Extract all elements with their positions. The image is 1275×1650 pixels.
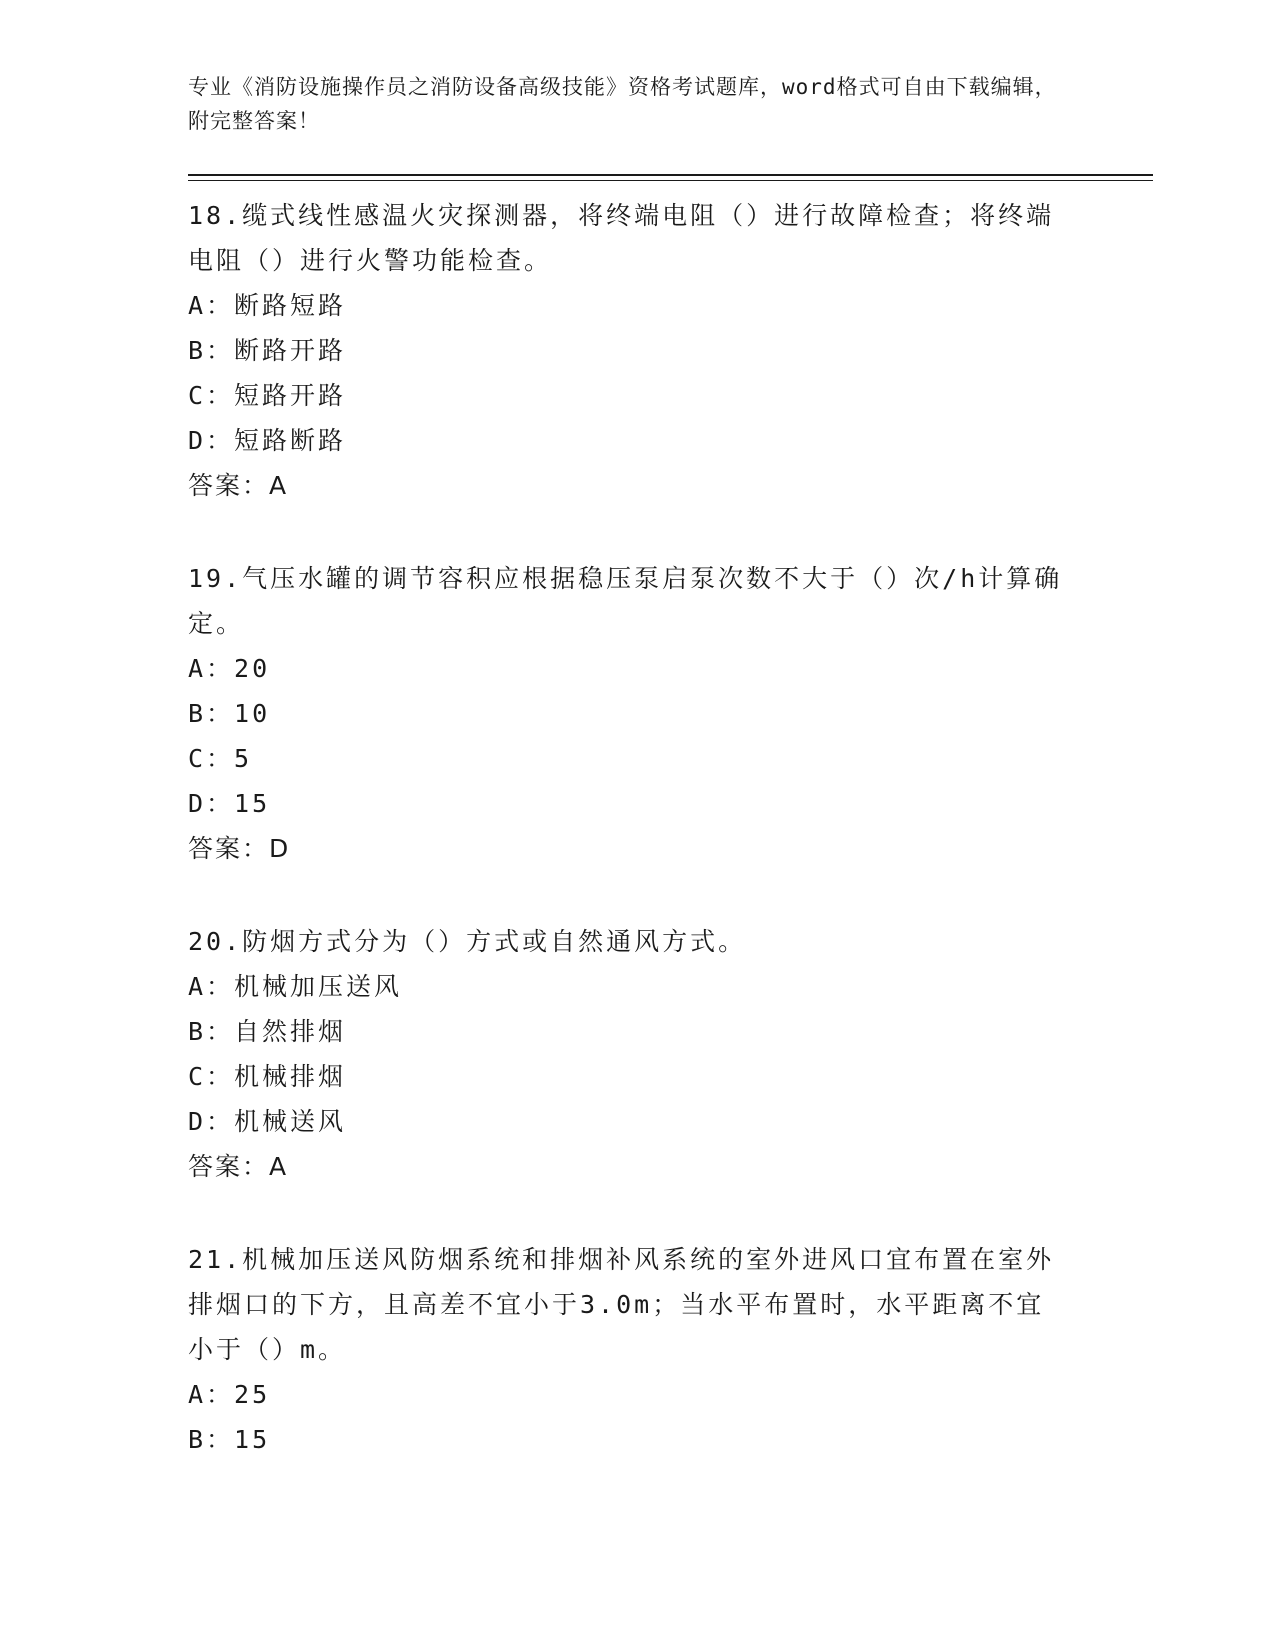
header-divider <box>188 174 1153 181</box>
option-b: B：断路开路 <box>188 336 347 365</box>
option-d: D：机械送风 <box>188 1107 347 1136</box>
answer: 答案：A <box>188 1152 289 1181</box>
question-list <box>188 193 1153 1462</box>
option-a: A：20 <box>188 654 271 683</box>
question-19 <box>188 556 1153 871</box>
question-text: 20.防烟方式分为（）方式或自然通风方式。 <box>188 927 747 956</box>
option-b: B：15 <box>188 1425 271 1454</box>
answer: 答案：A <box>188 471 289 500</box>
question-18 <box>188 193 1153 508</box>
option-a: A：断路短路 <box>188 291 347 320</box>
option-c: C：5 <box>188 744 253 773</box>
question-21 <box>188 1237 1153 1462</box>
question-text: 21.机械加压送风防烟系统和排烟补风系统的室外进风口宜布置在室外排烟口的下方，且高差不宜小于3.0m；当水平布置时，水平距离不宜小于（）m。 <box>188 1245 1055 1364</box>
question-text: 19.气压水罐的调节容积应根据稳压泵启泵次数不大于（）次/h计算确定。 <box>188 564 1063 638</box>
option-c: C：机械排烟 <box>188 1062 347 1091</box>
question-text: 18.缆式线性感温火灾探测器，将终端电阻（）进行故障检查；将终端电阻（）进行火警功能检查。 <box>188 201 1055 275</box>
option-b: B：自然排烟 <box>188 1017 347 1046</box>
option-a: A：机械加压送风 <box>188 972 403 1001</box>
option-d: D：短路断路 <box>188 426 347 455</box>
answer: 答案：D <box>188 834 291 863</box>
option-a: A：25 <box>188 1380 271 1409</box>
question-20 <box>188 919 1153 1189</box>
option-b: B：10 <box>188 699 271 728</box>
option-d: D：15 <box>188 789 271 818</box>
document-header: 专业《消防设施操作员之消防设备高级技能》资格考试题库，word格式可自由下载编辑，附完整答案！ <box>188 75 1057 133</box>
option-c: C：短路开路 <box>188 381 347 410</box>
document-page <box>188 70 1153 1510</box>
